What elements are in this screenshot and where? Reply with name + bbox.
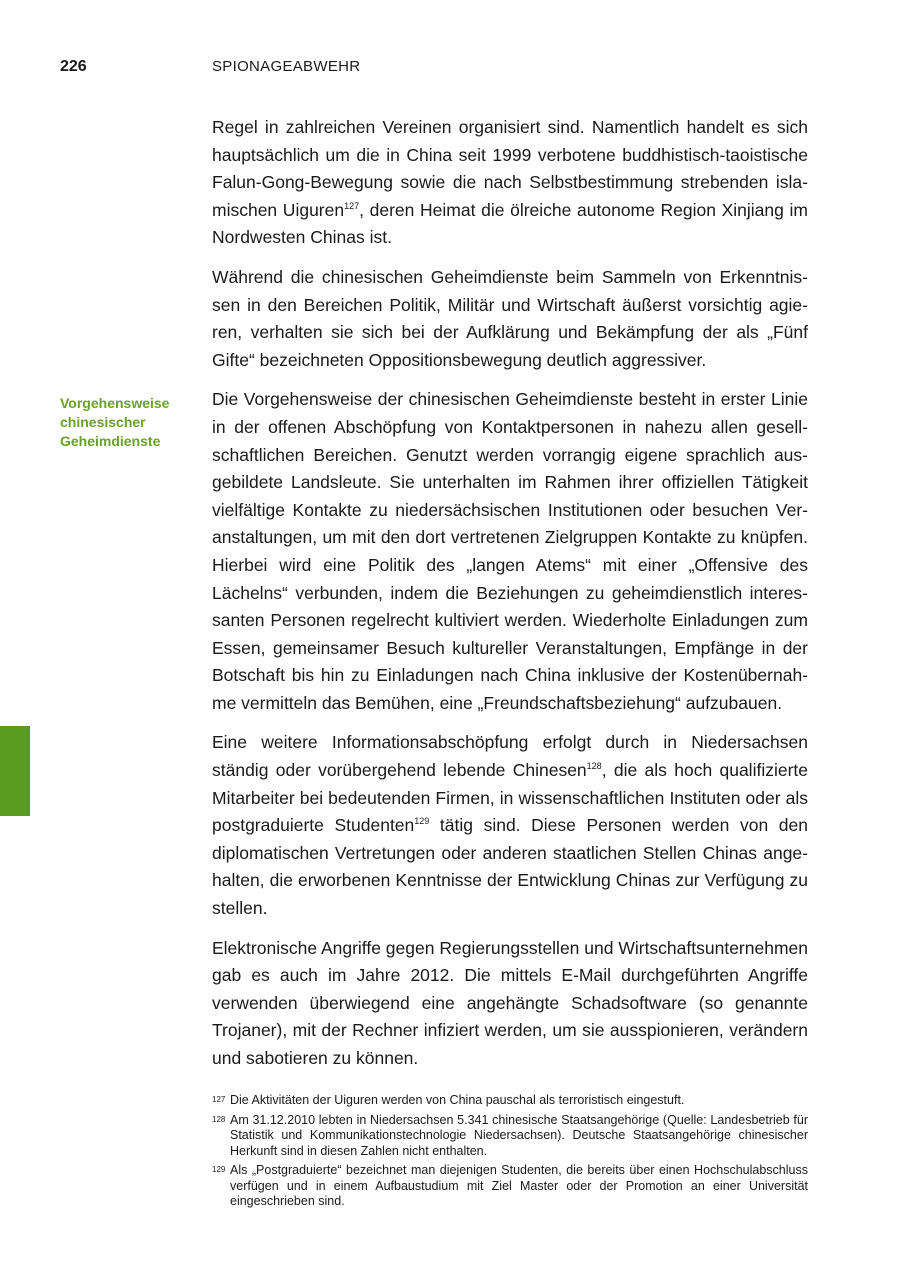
footnote [212, 1113, 808, 1160]
paragraph-text: Elektronische Angriffe gegen Regierungsstellen und Wirtschaftsunternehmen gab es auch im Jahre 2012. Die mittels E-Mail durchgeführten Angriffe verwenden überwiegend eine angehängte Schadsoftware (so genannte Trojaner), mit der Rechner infiziert werden, um sie ausspionieren, verändern und sabotieren zu können. [212, 937, 808, 1068]
running-title: SPIONAGEABWEHR [212, 58, 361, 75]
paragraph [212, 264, 808, 374]
footnote-reference[interactable]: 129 [414, 816, 430, 827]
paragraph-text: tätig sind. Diese Personen werden von den diplomatischen Vertretungen oder anderen staatlichen Stellen Chinas angehalten, die erworbenen Kenntnisse der Entwicklung Chinas zur Verfügung zu stellen. [212, 815, 808, 919]
paragraph [212, 729, 808, 922]
margin-note-line: Vorgehensweise [60, 395, 170, 411]
footnote-number: 127 [212, 1095, 226, 1104]
paragraph-text: Eine weitere Informationsabschöpfung erfolgt durch in Niedersachsen ständig oder vorübergehend lebende Chinesen [212, 732, 808, 781]
paragraph [212, 935, 808, 1073]
body-text [212, 114, 808, 1085]
paragraph [212, 114, 808, 252]
footnote [212, 1093, 808, 1109]
footnote [212, 1163, 808, 1210]
margin-note-line: Geheimdienste [60, 433, 161, 449]
chapter-tab-marker [0, 726, 30, 816]
margin-note [60, 394, 200, 451]
footnote-number: 128 [212, 1114, 226, 1124]
margin-note-line: chinesischer [60, 414, 146, 430]
footnote-text: Als „Postgraduierte“ bezeichnet man diejenigen Studenten, die bereits über einen Hochschulabschluss verfügen und in einem Aufbaustudium mit Ziel Master oder der Promotion an einer Universität eingeschrieben sind. [230, 1163, 808, 1208]
footnote-text: Die Aktivitäten der Uiguren werden von China pauschal als terroristisch eingestuft. [230, 1093, 685, 1107]
footnote-reference[interactable]: 128 [586, 761, 602, 772]
paragraph-text: , deren Heimat die ölreiche autonome Region Xinjiang im Nordwesten Chinas ist. [212, 199, 808, 248]
paragraph-text: , die als hoch qualifizierte Mitarbeiter bei bedeutenden Firmen, in wissenschaftlichen Instituten oder als postgraduierte Studenten [212, 760, 808, 836]
footnote-number: 129 [212, 1165, 226, 1174]
paragraph-text: Regel in zahlreichen Vereinen organisiert sind. Namentlich handelt es sich hauptsächlich um die in China seit 1999 verbotene buddhistisch-taoistische Falun-Gong-Bewegung sowie die nach Selbstbestimmung strebenden islamischen Uiguren [212, 117, 808, 220]
paragraph [212, 386, 808, 717]
paragraph-text: Während die chinesischen Geheimdienste beim Sammeln von Erkenntnissen in den Bereichen Politik, Militär und Wirtschaft äußerst vorsichtig agieren, verhalten sie sich bei der Aufklärung und Bekämpfung der als „Fünf Gifte“ bezeichneten Oppositionsbewegung deutlich aggressiver. [212, 266, 808, 370]
footnotes [212, 1093, 808, 1214]
footnote-text: Am 31.12.2010 lebten in Niedersachsen 5.341 chinesische Staatsangehörige (Quelle: Landesbetrieb für Statistik und Kommunikationstechnologie Niedersachsen). Deutsche Staatsangehörige chinesischer Herkunft sind in diesen Zahlen nicht enthalten. [230, 1112, 808, 1158]
paragraph-text: Die Vorgehensweise der chinesischen Geheimdienste besteht in erster Linie in der offenen Abschöpfung von Kontaktpersonen in nahezu allen gesellschaftlichen Bereichen. Genutzt werden vorrangig eigene sprachlich ausgebildete Landsleute. Sie unterhalten im Rahmen ihrer offiziellen Tätigkeit vielfältige Kontakte zu niedersächsischen Institutionen oder besuchen Veranstaltungen, um mit den dort vertretenen Zielgruppen Kontakte zu knüpfen. Hierbei wird eine Politik des „langen Atems“ mit einer „Offensive des Lächelns“ verbunden, indem die Beziehungen zu geheimdienstlich interessanten Personen regelrecht kultiviert werden. Wiederholte Einladungen zum Essen, gemeinsamer Besuch kultureller Veranstaltungen, Empfänge in der Botschaft bis hin zu Einladungen nach China inklusive der Kostenübernahme vermitteln das Bemühen, eine „Freundschaftsbeziehung“ aufzubauen. [212, 389, 808, 713]
page-number: 226 [60, 58, 87, 75]
footnote-reference[interactable]: 127 [344, 200, 360, 211]
